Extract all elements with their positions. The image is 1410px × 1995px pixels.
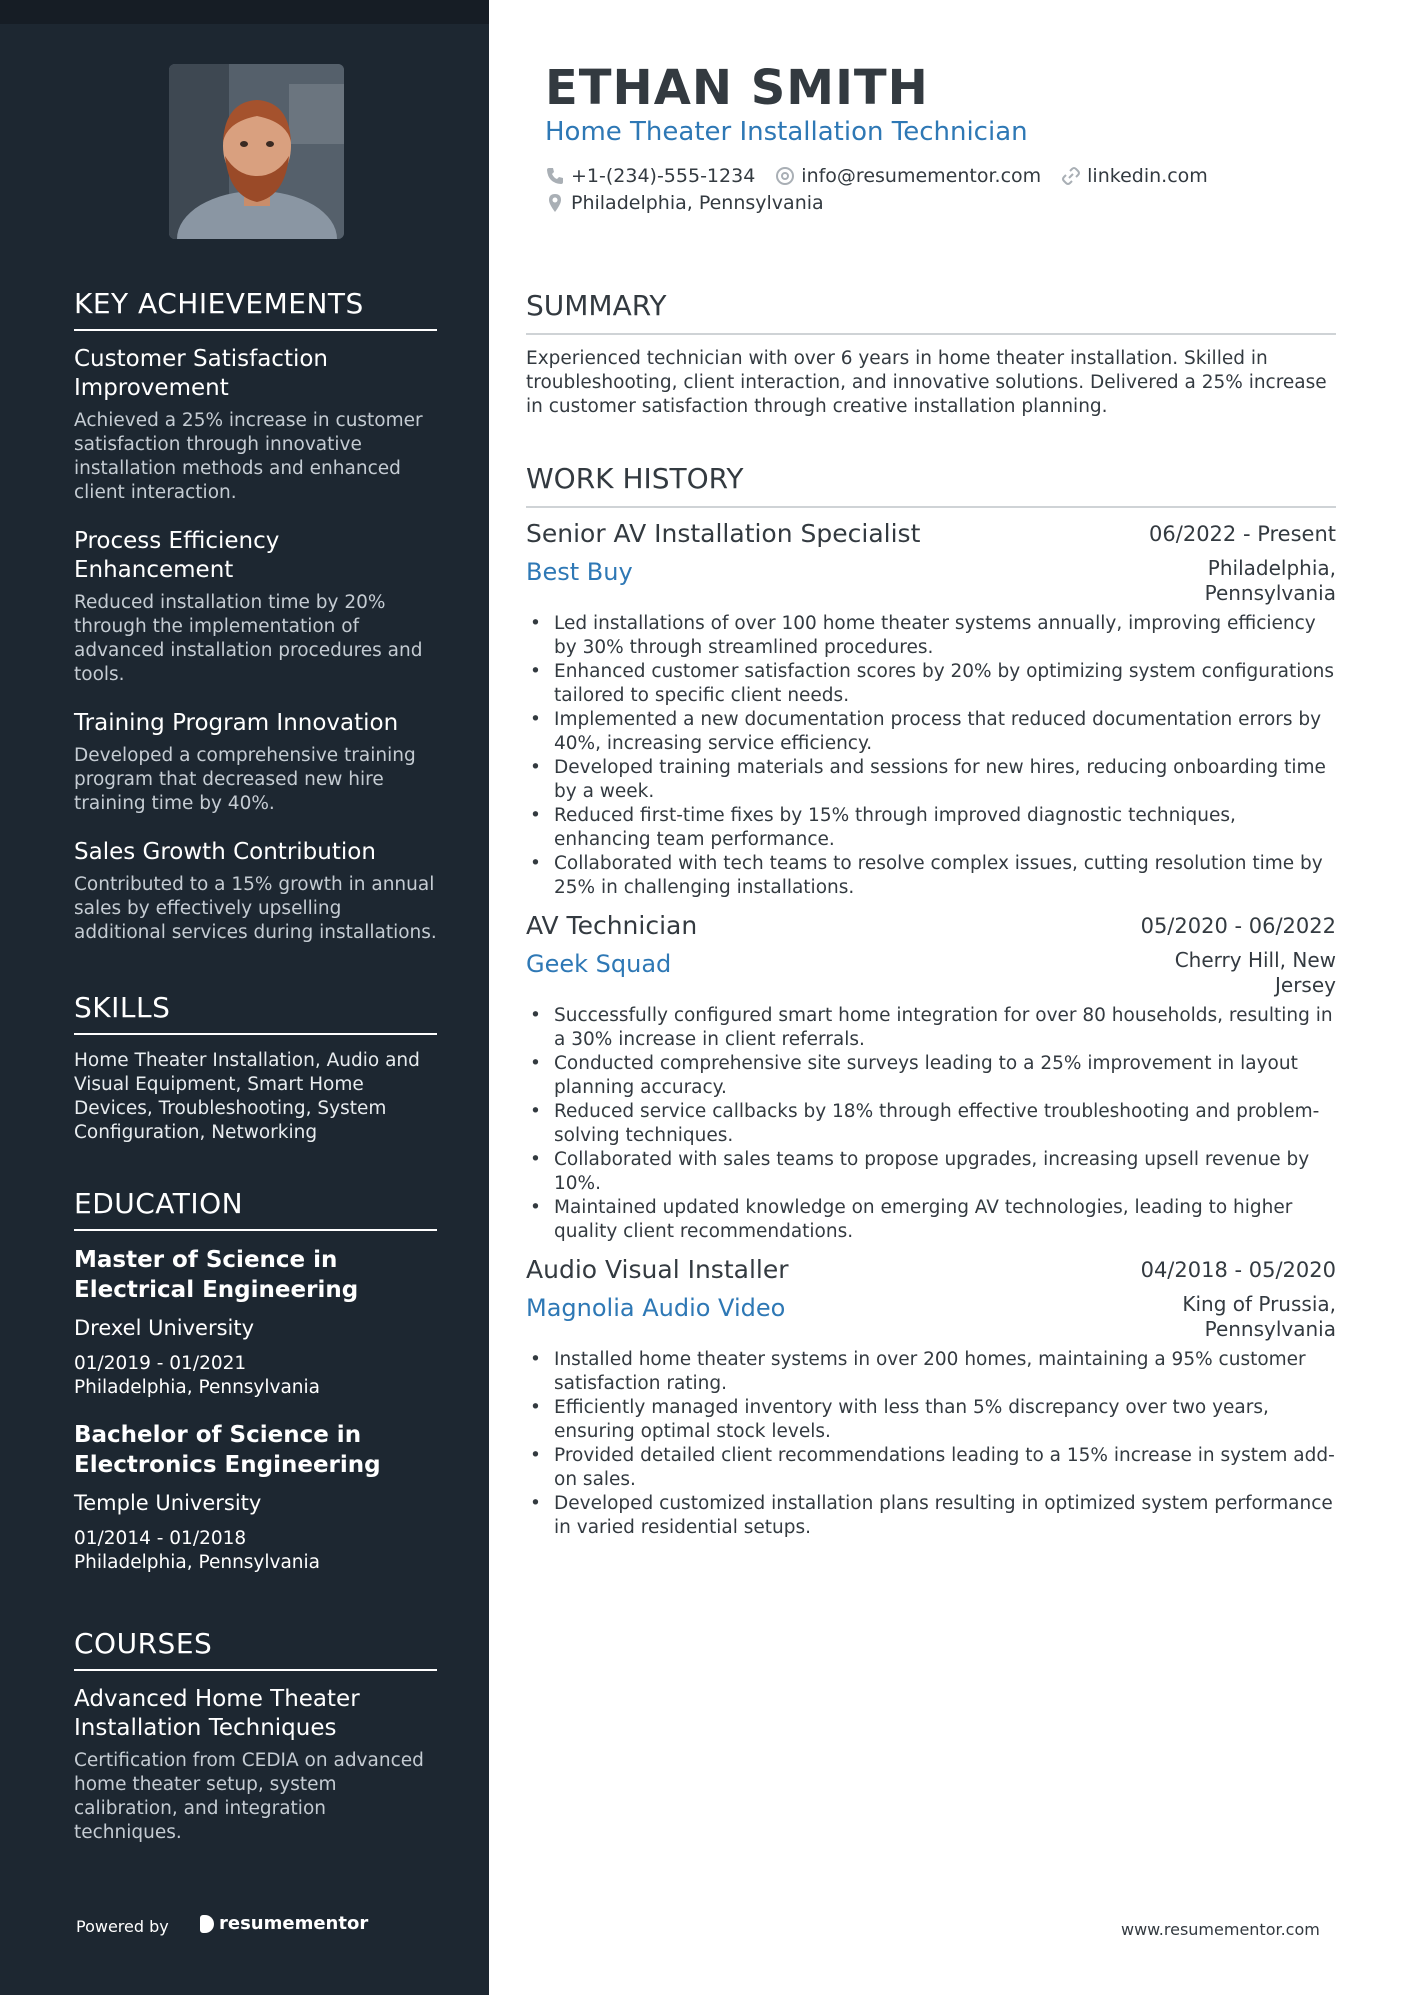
job-location: King of Prussia, Pennsylvania	[1182, 1292, 1336, 1341]
skills-list: Home Theater Installation, Audio and Visual Equipment, Smart Home Devices, Troubleshooting, System Configuration, Networking	[74, 1050, 420, 1143]
achievement-title: Sales Growth Contribution	[74, 839, 376, 865]
education-dates: 01/2019 - 01/2021	[74, 1353, 247, 1374]
job-company-row	[526, 1286, 1336, 1342]
education-school: Temple University	[74, 1491, 262, 1515]
course-desc: Certification from CEDIA on advanced home theater setup, system calibration, and integration techniques.	[74, 1750, 424, 1843]
achievement-desc: Contributed to a 15% growth in annual sales by effectively upselling additional services during installations.	[74, 874, 437, 943]
candidate-name: ETHAN SMITH	[545, 60, 929, 116]
education-item	[74, 1420, 437, 1575]
job-bullet: • Led installations of over 100 home theater systems annually, improving efficiency by 30% through streamlined procedures.	[526, 612, 1336, 660]
location-text: Philadelphia, Pennsylvania	[571, 191, 824, 214]
job-bullet: • Collaborated with sales teams to propose upgrades, increasing upsell revenue by 10%.	[526, 1148, 1336, 1196]
skills-heading: SKILLS	[74, 991, 437, 1035]
contact-row	[545, 162, 1228, 189]
summary-heading: SUMMARY	[526, 289, 1336, 335]
link-icon	[1061, 166, 1081, 186]
job-bullet: • Enhanced customer satisfaction scores by 20% by optimizing system configurations tailored to specific client needs.	[526, 660, 1336, 708]
achievement-title: Customer Satisfaction Improvement	[74, 346, 329, 401]
job-title: Audio Visual Installer	[526, 1255, 789, 1284]
achievement-item	[74, 838, 437, 945]
achievements-heading: KEY ACHIEVEMENTS	[74, 287, 437, 331]
contact-phone[interactable]	[545, 165, 755, 187]
brand-mark-icon	[200, 1915, 214, 1933]
education-degree: Master of Science in Electrical Engineering	[74, 1247, 359, 1303]
avatar-image	[169, 64, 344, 239]
job-entry	[526, 1254, 1336, 1540]
job-bullet: • Reduced first-time fixes by 15% through improved diagnostic techniques, enhancing team performance.	[526, 804, 1336, 852]
job-bullet: • Implemented a new documentation process that reduced documentation errors by 40%, increasing service efficiency.	[526, 708, 1336, 756]
skills-section	[74, 991, 437, 1145]
achievement-desc: Developed a comprehensive training program that decreased new hire training time by 40%.	[74, 745, 416, 814]
job-bullets	[526, 612, 1336, 900]
job-header-row	[526, 1254, 1336, 1286]
company-name: Magnolia Audio Video	[526, 1294, 786, 1322]
education-heading: EDUCATION	[74, 1187, 437, 1231]
phone-icon	[545, 166, 565, 186]
courses-section	[74, 1627, 437, 1867]
achievement-desc: Achieved a 25% increase in customer satisfaction through innovative installation methods and enhanced client interaction.	[74, 410, 423, 503]
contact-location	[545, 192, 824, 214]
job-bullet: • Developed training materials and sessions for new hires, reducing onboarding time by a week.	[526, 756, 1336, 804]
summary-text: Experienced technician with over 6 years in home theater installation. Skilled in troubleshooting, client interaction, and innovative solutions. Delivered a 25% increase in customer satisfaction through creative installation planning.	[526, 348, 1327, 417]
job-bullet: • Installed home theater systems in over 200 homes, maintaining a 95% customer satisfaction rating.	[526, 1348, 1336, 1396]
education-section	[74, 1187, 437, 1575]
summary-section	[526, 289, 1336, 419]
achievement-desc: Reduced installation time by 20% through the implementation of advanced installation procedures and tools.	[74, 592, 423, 685]
contact-row	[545, 189, 1228, 216]
company-name: Best Buy	[526, 558, 633, 586]
email-text: info@resumementor.com	[801, 164, 1042, 187]
contact-email[interactable]	[775, 165, 1041, 187]
course-item	[74, 1685, 437, 1845]
job-company-row	[526, 942, 1336, 998]
brand-name: resumementor	[219, 1913, 369, 1934]
company-name: Geek Squad	[526, 950, 672, 978]
education-dates: 01/2014 - 01/2018	[74, 1528, 247, 1549]
work-history-section	[526, 462, 1336, 1540]
contact-linkedin[interactable]	[1061, 165, 1208, 187]
achievement-item	[74, 345, 437, 505]
education-location: Philadelphia, Pennsylvania	[74, 1377, 321, 1398]
job-dates: 06/2022 - Present	[1149, 522, 1336, 546]
job-title: AV Technician	[526, 911, 698, 940]
at-icon	[775, 166, 795, 186]
education-degree: Bachelor of Science in Electronics Engineering	[74, 1422, 381, 1478]
sidebar-top-bar	[0, 0, 489, 24]
course-title: Advanced Home Theater Installation Techniques	[74, 1686, 360, 1741]
education-school: Drexel University	[74, 1316, 255, 1340]
achievement-title: Training Program Innovation	[74, 710, 399, 736]
powered-by-label: Powered by	[76, 1917, 169, 1936]
contact-info	[545, 162, 1228, 216]
job-company-row	[526, 550, 1336, 606]
job-bullet: • Conducted comprehensive site surveys leading to a 25% improvement in layout planning accuracy.	[526, 1052, 1336, 1100]
job-location: Philadelphia, Pennsylvania	[1204, 556, 1336, 605]
job-bullets	[526, 1004, 1336, 1244]
job-bullet: • Maintained updated knowledge on emerging AV technologies, leading to higher quality client recommendations.	[526, 1196, 1336, 1244]
job-bullet: • Efficiently managed inventory with less than 5% discrepancy over two years, ensuring optimal stock levels.	[526, 1396, 1336, 1444]
location-pin-icon	[545, 193, 565, 213]
job-bullet: • Provided detailed client recommendations leading to a 15% increase in system add-on sales.	[526, 1444, 1336, 1492]
phone-text: +1-(234)-555-1234	[571, 164, 756, 187]
job-dates: 04/2018 - 05/2020	[1140, 1258, 1336, 1282]
education-location: Philadelphia, Pennsylvania	[74, 1552, 321, 1573]
job-bullet: • Successfully configured smart home integration for over 80 households, resulting in a 30% increase in client referrals.	[526, 1004, 1336, 1052]
achievement-item	[74, 709, 437, 816]
job-dates: 05/2020 - 06/2022	[1140, 914, 1336, 938]
job-location: Cherry Hill, New Jersey	[1174, 948, 1336, 997]
sidebar	[0, 0, 489, 1995]
footer-url[interactable]: www.resumementor.com	[1121, 1920, 1320, 1939]
job-header-row	[526, 518, 1336, 550]
profile-photo	[169, 64, 344, 239]
job-title: Senior AV Installation Specialist	[526, 519, 921, 548]
courses-heading: COURSES	[74, 1627, 437, 1671]
achievements-section	[74, 287, 437, 967]
linkedin-text: linkedin.com	[1087, 164, 1208, 187]
job-bullet: • Reduced service callbacks by 18% through effective troubleshooting and problem-solving techniques.	[526, 1100, 1336, 1148]
achievement-title: Process Efficiency Enhancement	[74, 528, 280, 583]
job-bullets	[526, 1348, 1336, 1540]
job-header-row	[526, 910, 1336, 942]
job-entry	[526, 518, 1336, 900]
work-history-heading: WORK HISTORY	[526, 462, 1336, 508]
education-item	[74, 1245, 437, 1400]
job-entry	[526, 910, 1336, 1244]
job-bullet: • Developed customized installation plans resulting in optimized system performance in varied residential setups.	[526, 1492, 1336, 1540]
job-title-heading: Home Theater Installation Technician	[545, 117, 1028, 147]
achievement-item	[74, 527, 437, 687]
brand-logo[interactable]	[200, 1913, 368, 1934]
job-bullet: • Collaborated with tech teams to resolve complex issues, cutting resolution time by 25% in challenging installations.	[526, 852, 1336, 900]
